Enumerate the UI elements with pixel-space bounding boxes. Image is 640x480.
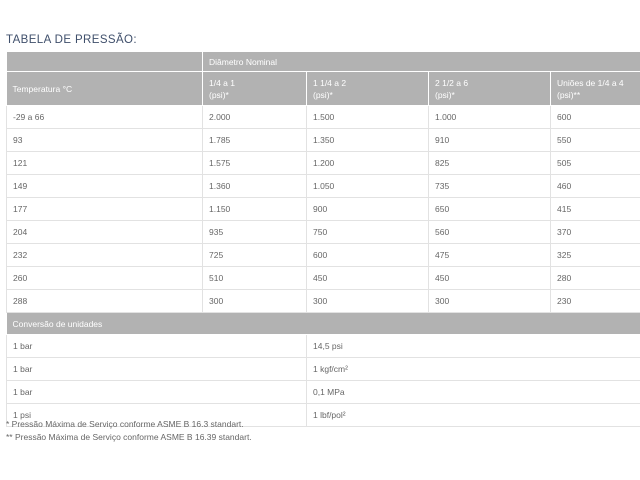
table-cell: 1.575	[203, 152, 307, 175]
column-header-size: 1/4 a 1	[209, 77, 235, 88]
table-cell: 450	[429, 267, 551, 290]
footnote: * Pressão Máxima de Serviço conforme ASME B 16.3 standart.	[6, 419, 244, 429]
table-cell: 260	[7, 267, 203, 290]
page-title: TABELA DE PRESSÃO:	[6, 34, 137, 46]
conversion-to: 0,1 MPa	[307, 381, 640, 404]
table-cell: 230	[551, 290, 640, 313]
table-cell: 1.360	[203, 175, 307, 198]
table-cell: 600	[307, 244, 429, 267]
table-cell: 1.150	[203, 198, 307, 221]
footnotes	[6, 418, 252, 444]
pressure-table	[6, 52, 640, 427]
temperature-header: Temperatura °C	[7, 72, 203, 106]
conversion-to: 1 kgf/cm²	[307, 358, 640, 381]
column-header-size: 2 1/2 a 6	[435, 77, 469, 88]
conversion-from: 1 psi	[7, 404, 307, 427]
conversion-from: 1 bar	[7, 381, 307, 404]
table-cell: 1.050	[307, 175, 429, 198]
table-row	[7, 290, 640, 313]
table-cell: 1.200	[307, 152, 429, 175]
conversion-row	[7, 335, 640, 358]
table-cell: 505	[551, 152, 640, 175]
conversion-row	[7, 381, 640, 404]
table-cell: 2.000	[203, 106, 307, 129]
table-cell: 750	[307, 221, 429, 244]
table-cell: 550	[551, 129, 640, 152]
table-cell: 560	[429, 221, 551, 244]
footnote: ** Pressão Máxima de Serviço conforme ASME B 16.39 standart.	[6, 432, 252, 442]
column-header	[203, 72, 307, 106]
table-row	[7, 267, 640, 290]
table-cell: 1.500	[307, 106, 429, 129]
table-cell: 93	[7, 129, 203, 152]
conversion-from: 1 bar	[7, 335, 307, 358]
table-cell: 300	[429, 290, 551, 313]
table-cell: 232	[7, 244, 203, 267]
table-cell: 475	[429, 244, 551, 267]
table-row	[7, 129, 640, 152]
table-cell: 450	[307, 267, 429, 290]
table-cell: 177	[7, 198, 203, 221]
table-cell: 288	[7, 290, 203, 313]
table-cell: 825	[429, 152, 551, 175]
column-header-size: 1 1/4 a 2	[313, 77, 347, 88]
table-cell: 149	[7, 175, 203, 198]
column-header	[429, 72, 551, 106]
column-header	[551, 72, 640, 106]
table-row	[7, 152, 640, 175]
table-cell: 900	[307, 198, 429, 221]
table-cell: 415	[551, 198, 640, 221]
column-header-unit: (psi)*	[435, 89, 455, 100]
table-cell: 935	[203, 221, 307, 244]
column-header-size: Uniões de 1/4 a 4	[557, 77, 624, 88]
diameter-group-header: Diâmetro Nominal	[203, 52, 640, 72]
table-row	[7, 198, 640, 221]
table-cell: 370	[551, 221, 640, 244]
table-cell: 1.000	[429, 106, 551, 129]
table-cell: 910	[429, 129, 551, 152]
table-row	[7, 244, 640, 267]
header-spacer	[7, 52, 203, 72]
column-header-unit: (psi)*	[313, 89, 333, 100]
column-header	[307, 72, 429, 106]
table-cell: 121	[7, 152, 203, 175]
table-cell: 600	[551, 106, 640, 129]
conversion-from: 1 bar	[7, 358, 307, 381]
table-cell: 300	[307, 290, 429, 313]
table-row	[7, 175, 640, 198]
table-cell: 510	[203, 267, 307, 290]
table-cell: 325	[551, 244, 640, 267]
table-cell: 204	[7, 221, 203, 244]
table-cell: 280	[551, 267, 640, 290]
column-header-unit: (psi)**	[557, 89, 581, 100]
table-row	[7, 106, 640, 129]
table-cell: 300	[203, 290, 307, 313]
column-header-unit: (psi)*	[209, 89, 229, 100]
conversion-to: 1 lbf/pol²	[307, 404, 640, 427]
table-cell: -29 a 66	[7, 106, 203, 129]
table-cell: 735	[429, 175, 551, 198]
table-cell: 1.350	[307, 129, 429, 152]
table-row	[7, 221, 640, 244]
conversion-header: Conversão de unidades	[7, 313, 640, 335]
table-cell: 460	[551, 175, 640, 198]
conversion-to: 14,5 psi	[307, 335, 640, 358]
table-cell: 725	[203, 244, 307, 267]
table-cell: 650	[429, 198, 551, 221]
conversion-row	[7, 358, 640, 381]
table-cell: 1.785	[203, 129, 307, 152]
